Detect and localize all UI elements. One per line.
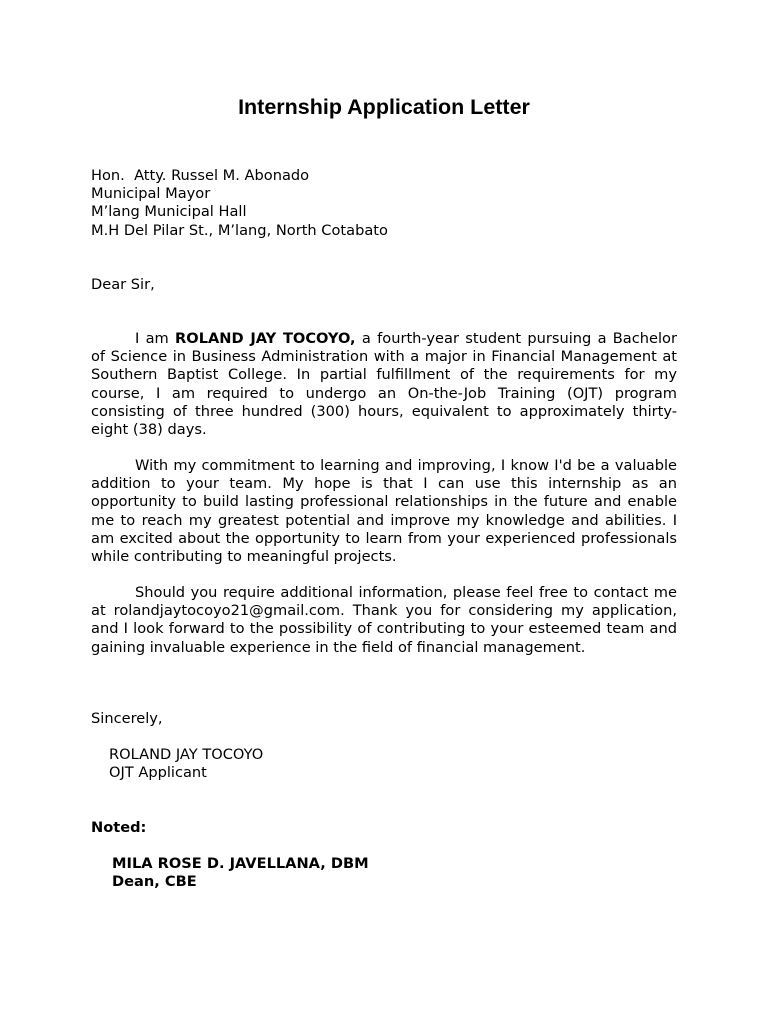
dean-role: Dean, CBE	[112, 873, 197, 891]
body-paragraph-2: With my commitment to learning and improving, I know I'd be a valuable addition to your team. My hope is that I can use this internship as an opportunity to build lasting professional relationships in the future and enable me to reach my greatest potential and improve my knowledge and abilities. I am excited about the opportunity to learn from your experienced professionals while contributing to meaningful projects.	[91, 457, 677, 566]
signature-name: ROLAND JAY TOCOYO	[109, 746, 264, 763]
body-paragraph-3: Should you require additional information, please feel free to contact me at rolandjaytocoyo21@gmail.com. Thank you for considering my application, and I look forward to the possibility of contributing to your esteemed team and gaining invaluable experience in the field of financial management.	[91, 584, 677, 656]
salutation: Dear Sir,	[91, 276, 155, 293]
signature-block	[109, 746, 695, 782]
signature-role: OJT Applicant	[109, 764, 207, 782]
dean-block	[112, 855, 698, 891]
recipient-name: Hon. Atty. Russel M. Abonado	[91, 167, 310, 184]
paragraph-1-text: a fourth-year student pursuing a Bachelor of Science in Business Administration with a major in Financial Management at Southern Baptist College. In partial fulfillment of the requirements for my course, I am required to undergo an On-the-Job Training (OJT) program consisting of three hundred (300) hours, equivalent to approximately thirty-eight (38) days.	[91, 330, 677, 439]
recipient-position: Municipal Mayor	[91, 185, 211, 203]
document-title: Internship Application Letter	[238, 95, 530, 119]
closing: Sincerely,	[91, 710, 163, 727]
paragraph-lead: I am	[135, 330, 176, 347]
body-paragraph-1	[91, 330, 677, 439]
recipient-address-block	[91, 167, 677, 240]
recipient-office: M’lang Municipal Hall	[91, 203, 247, 221]
applicant-name-inline: ROLAND JAY TOCOYO,	[175, 330, 356, 347]
dean-name: MILA ROSE D. JAVELLANA, DBM	[112, 855, 369, 872]
noted-label: Noted:	[91, 819, 147, 836]
recipient-address: M.H Del Pilar St., M’lang, North Cotabato	[91, 221, 388, 239]
